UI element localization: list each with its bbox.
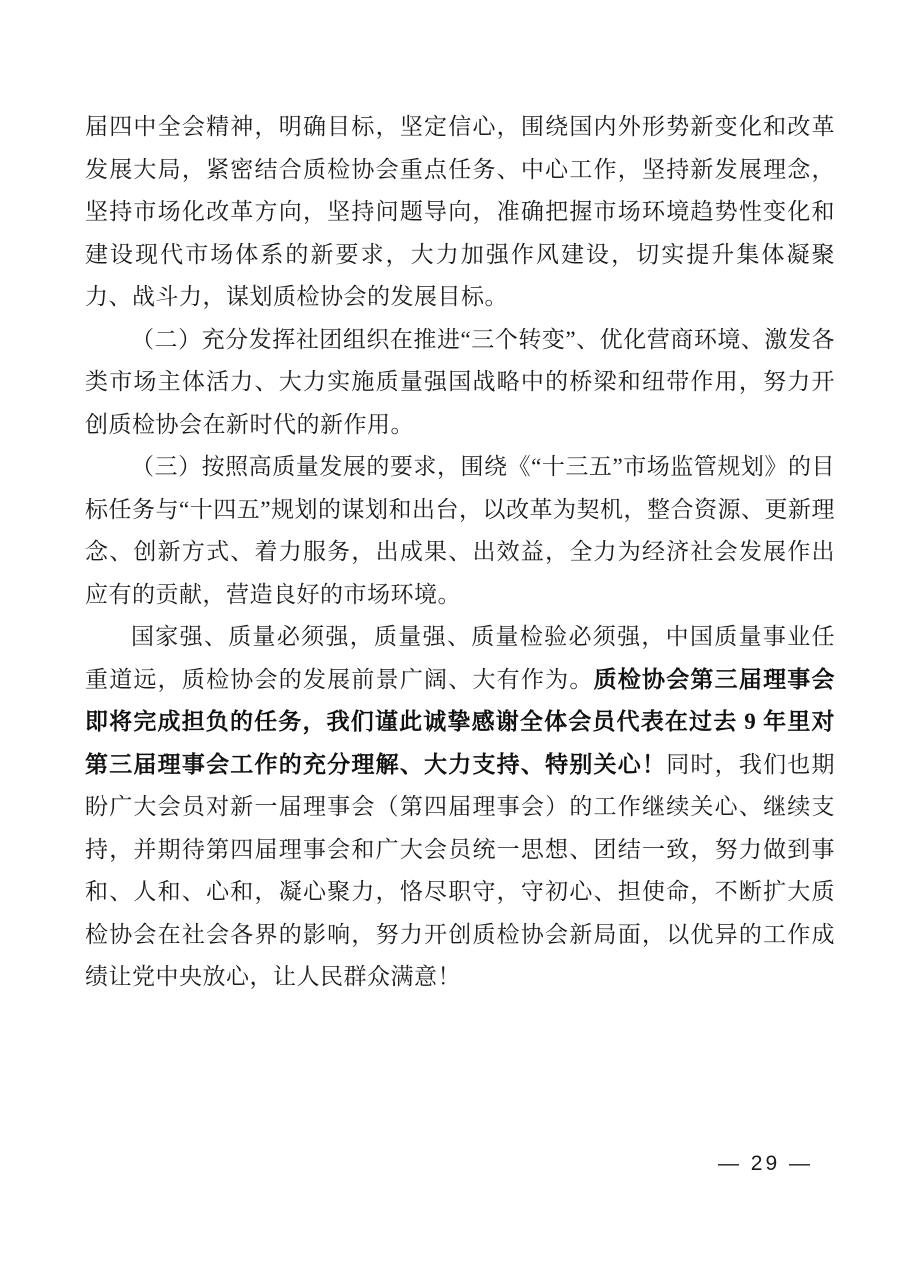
paragraph — [85, 106, 835, 319]
paragraph-text: 国家强、质量必须强，质量强、质量检验必须强，中国质量事业任重道远，质检协会的发展前景广阔、大有作为。 — [85, 624, 835, 692]
paragraph — [85, 319, 835, 447]
paragraph-text: （二）充分发挥社团组织在推进“三个转变”、优化营商环境、激发各类市场主体活力、大力实施质量强国战略中的桥梁和纽带作用，努力开创质检协会在新时代的新作用。 — [85, 326, 835, 437]
paragraph — [85, 616, 835, 999]
paragraph-text: 届四中全会精神，明确目标，坚定信心，围绕国内外形势新变化和改革发展大局，紧密结合质检协会重点任务、中心工作，坚持新发展理念，坚持市场化改革方向，坚持问题导向，准确把握市场环境趋势性变化和建设现代市场体系的新要求，大力加强作风建设，切实提升集体凝聚力、战斗力，谋划质检协会的发展目标。 — [85, 114, 835, 309]
paragraph-text-bold: 质检协会第三届理事会即将完成担负的任务，我们谨此诚挚感谢全体会员代表在过去 9 年里对第三届理事会工作的充分理解、大力支持、特别关心！ — [85, 666, 836, 777]
paragraph-text: 同时，我们也期盼广大会员对新一届理事会（第四届理事会）的工作继续关心、继续支持，并期待第四届理事会和广大会员统一思想、团结一致，努力做到事和、人和、心和，凝心聚力，恪尽职守，守初心、担使命，不断扩大质检协会在社会各界的影响，努力开创质检协会新局面，以优异的工作成绩让党中央放心，让人民群众满意！ — [85, 751, 836, 989]
paragraph — [85, 446, 835, 616]
paragraph-text: （三）按照高质量发展的要求，围绕《“十三五”市场监管规划》的目标任务与“十四五”规划的谋划和出台，以改革为契机，整合资源、更新理念、创新方式、着力服务，出成果、出效益，全力为经济社会发展作出应有的贡献，营造良好的市场环境。 — [85, 454, 835, 607]
page-number: — 29 — — [717, 1152, 813, 1175]
document-body — [85, 106, 835, 999]
